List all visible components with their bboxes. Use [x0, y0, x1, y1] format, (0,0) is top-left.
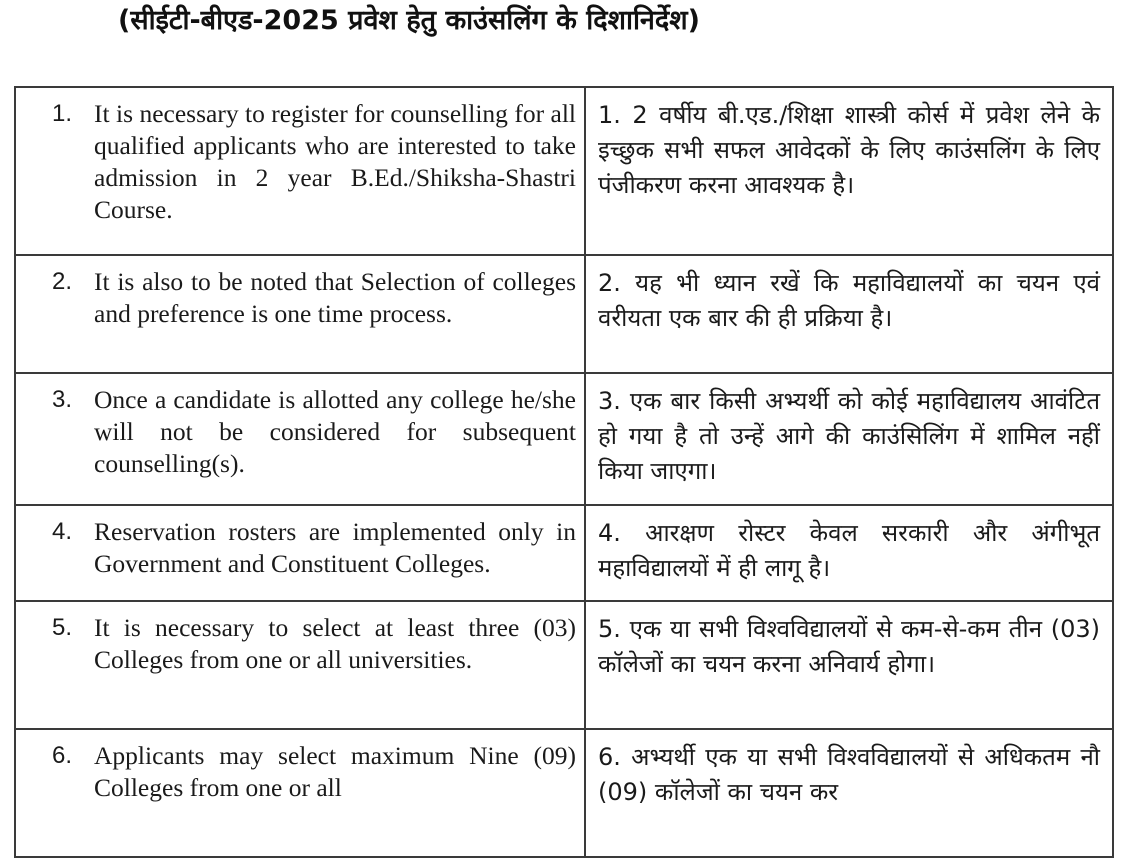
hindi-text: 3. एक बार किसी अभ्यर्थी को कोई महाविद्यालय आवंटित हो गया है तो उन्हें आगे की काउंसिलिंग में शामिल नहीं किया जाएगा।: [598, 387, 1100, 485]
table-row: [15, 601, 1113, 729]
hindi-cell: [585, 87, 1113, 255]
hindi-text: 2. यह भी ध्यान रखें कि महाविद्यालयों का चयन एवं वरीयता एक बार की ही प्रक्रिया है।: [598, 269, 1100, 332]
item-number: 6.: [52, 742, 73, 769]
english-cell: [15, 729, 585, 857]
hindi-text: 5. एक या सभी विश्वविद्यालयों से कम-से-कम तीन (03) कॉलेजों का चयन करना अनिवार्य होगा।: [598, 615, 1100, 678]
english-text: Once a candidate is allotted any college he/she will not be considered for subsequent counselling(s).: [94, 385, 576, 478]
page-title: (सीईटी-बीएड-2025 प्रवेश हेतु काउंसलिंग के दिशानिर्देश): [118, 5, 700, 36]
hindi-cell: [585, 729, 1113, 857]
hindi-text: 1. 2 वर्षीय बी.एड./शिक्षा शास्त्री कोर्स में प्रवेश लेने के इच्छुक सभी सफल आवेदकों के लिए काउंसलिंग के लिए पंजीकरण करना आवश्यक है।: [598, 101, 1100, 199]
item-number: 1.: [52, 100, 73, 127]
hindi-cell: [585, 373, 1113, 505]
table-row: [15, 255, 1113, 373]
english-text: It is also to be noted that Selection of colleges and preference is one time process.: [94, 267, 576, 328]
item-number: 5.: [52, 614, 73, 641]
hindi-cell: [585, 255, 1113, 373]
english-text: Reservation rosters are implemented only in Government and Constituent Colleges.: [94, 517, 576, 578]
english-text: It is necessary to register for counselling for all qualified applicants who are interested to take admission in 2 year B.Ed./Shiksha-Shastri Course.: [94, 99, 576, 224]
table-row: [15, 729, 1113, 857]
english-text: It is necessary to select at least three (03) Colleges from one or all universities.: [94, 613, 576, 674]
item-number: 2.: [52, 268, 73, 295]
hindi-cell: [585, 601, 1113, 729]
hindi-cell: [585, 505, 1113, 601]
table-row: [15, 505, 1113, 601]
english-cell: [15, 505, 585, 601]
english-text: Applicants may select maximum Nine (09) Colleges from one or all: [94, 741, 576, 802]
english-cell: [15, 255, 585, 373]
item-number: 3.: [52, 386, 73, 413]
english-cell: [15, 601, 585, 729]
guidelines-table: [14, 86, 1114, 858]
english-cell: [15, 87, 585, 255]
hindi-text: 6. अभ्यर्थी एक या सभी विश्वविद्यालयों से अधिकतम नौ (09) कॉलेजों का चयन कर: [598, 743, 1100, 806]
hindi-text: 4. आरक्षण रोस्टर केवल सरकारी और अंगीभूत महाविद्यालयों में ही लागू है।: [598, 519, 1100, 582]
item-number: 4.: [52, 518, 73, 545]
table-row: [15, 87, 1113, 255]
table-row: [15, 373, 1113, 505]
english-cell: [15, 373, 585, 505]
